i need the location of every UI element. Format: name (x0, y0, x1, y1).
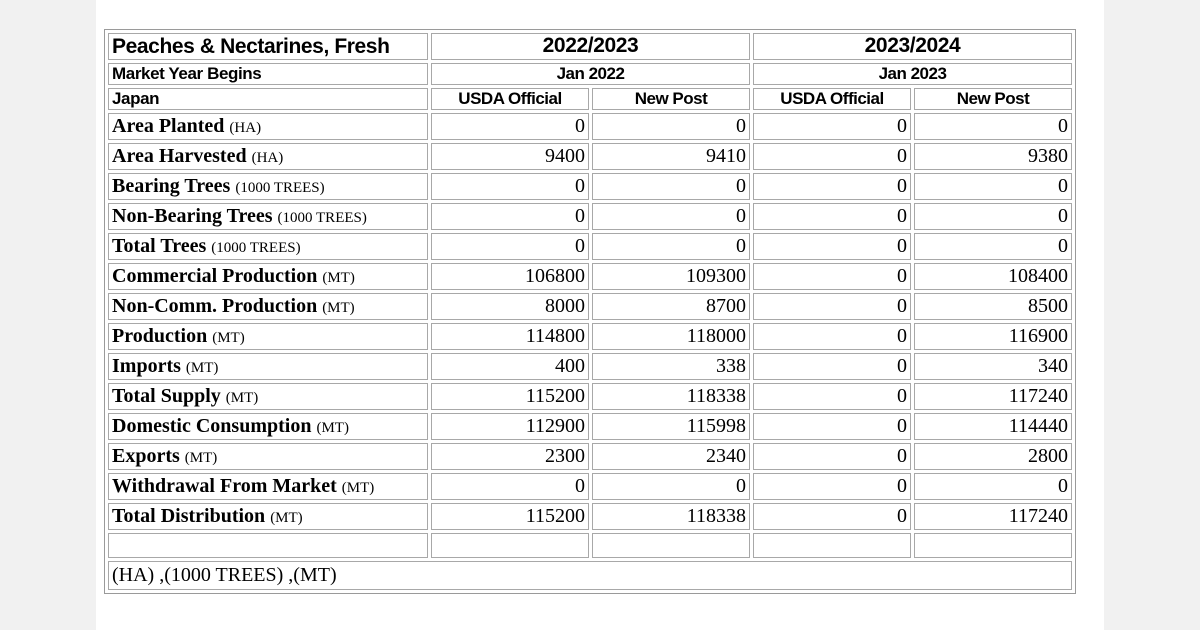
row-label (108, 143, 428, 170)
table-cell: 115200 (431, 383, 589, 410)
column-header-usda-official-2: USDA Official (753, 88, 911, 110)
row-label (108, 323, 428, 350)
table-cell: 109300 (592, 263, 750, 290)
table-row (108, 353, 1072, 380)
units-footnote: (HA) ,(1000 TREES) ,(MT) (108, 561, 1072, 590)
table-cell: 0 (753, 293, 911, 320)
table-cell: 114440 (914, 413, 1072, 440)
footnote-row (108, 561, 1072, 590)
column-header-usda-official-1: USDA Official (431, 88, 589, 110)
row-label (108, 503, 428, 530)
table-cell: 8700 (592, 293, 750, 320)
row-name: Total Trees (112, 235, 207, 257)
row-unit: (MT) (322, 270, 355, 286)
header-row-columns (108, 88, 1072, 110)
table-cell: 0 (753, 503, 911, 530)
table-cell: 9400 (431, 143, 589, 170)
row-name: Non-Comm. Production (112, 295, 318, 317)
table-row (108, 113, 1072, 140)
row-label (108, 413, 428, 440)
empty-cell (108, 533, 428, 558)
table-row (108, 383, 1072, 410)
row-unit: (MT) (341, 480, 375, 496)
table-cell: 115998 (592, 413, 750, 440)
row-name: Commercial Production (112, 265, 318, 287)
row-unit: (MT) (322, 300, 355, 316)
table-cell: 0 (753, 173, 911, 200)
row-label (108, 263, 428, 290)
table-cell: 117240 (914, 503, 1072, 530)
table-cell: 0 (753, 113, 911, 140)
row-unit: (MT) (185, 360, 219, 376)
row-name: Domestic Consumption (112, 415, 312, 437)
row-unit: (HA) (229, 120, 262, 136)
table-cell: 118338 (592, 383, 750, 410)
row-unit: (1000 TREES) (211, 240, 301, 256)
table-cell: 0 (753, 383, 911, 410)
table-cell: 8000 (431, 293, 589, 320)
row-name: Non-Bearing Trees (112, 205, 273, 227)
row-unit: (1000 TREES) (235, 180, 325, 196)
table-cell: 340 (914, 353, 1072, 380)
table-cell: 115200 (431, 503, 589, 530)
table-cell: 0 (592, 173, 750, 200)
empty-row (108, 533, 1072, 558)
table-cell: 0 (914, 473, 1072, 500)
row-name: Total Supply (112, 385, 221, 407)
year-begins-2: Jan 2023 (753, 63, 1072, 85)
row-unit: (HA) (251, 150, 284, 166)
country-label: Japan (108, 88, 428, 110)
table-cell: 9380 (914, 143, 1072, 170)
market-year-label: Market Year Begins (108, 63, 428, 85)
table-cell: 0 (592, 233, 750, 260)
table-cell: 0 (431, 173, 589, 200)
row-label (108, 443, 428, 470)
row-unit: (MT) (212, 330, 245, 346)
table-cell: 0 (753, 353, 911, 380)
table-cell: 0 (914, 233, 1072, 260)
row-name: Imports (112, 355, 181, 377)
row-unit: (1000 TREES) (277, 210, 367, 226)
table-cell: 112900 (431, 413, 589, 440)
column-header-new-post-2: New Post (914, 88, 1072, 110)
row-name: Total Distribution (112, 505, 266, 527)
row-label (108, 473, 428, 500)
row-unit: (MT) (316, 420, 349, 436)
table-cell: 2300 (431, 443, 589, 470)
row-name: Area Planted (112, 115, 225, 137)
empty-cell (431, 533, 589, 558)
table-cell: 0 (592, 203, 750, 230)
header-row-title (108, 33, 1072, 60)
table-row (108, 503, 1072, 530)
table-cell: 0 (431, 233, 589, 260)
table-row (108, 233, 1072, 260)
table-cell: 0 (592, 113, 750, 140)
table-cell: 0 (914, 113, 1072, 140)
table-cell: 0 (753, 233, 911, 260)
row-label (108, 293, 428, 320)
table-cell: 400 (431, 353, 589, 380)
table-cell: 108400 (914, 263, 1072, 290)
table-cell: 117240 (914, 383, 1072, 410)
row-unit: (MT) (270, 510, 303, 526)
row-label (108, 113, 428, 140)
table-cell: 8500 (914, 293, 1072, 320)
table-cell: 116900 (914, 323, 1072, 350)
header-row-market-year (108, 63, 1072, 85)
table-row (108, 263, 1072, 290)
table-cell: 0 (592, 473, 750, 500)
table-cell: 0 (753, 323, 911, 350)
table-cell: 0 (753, 413, 911, 440)
table-cell: 0 (914, 203, 1072, 230)
psd-table (104, 29, 1076, 594)
table-cell: 114800 (431, 323, 589, 350)
table-cell: 0 (914, 173, 1072, 200)
table-cell: 0 (431, 113, 589, 140)
table-cell: 0 (431, 203, 589, 230)
table-cell: 0 (753, 263, 911, 290)
row-label (108, 203, 428, 230)
column-header-new-post-1: New Post (592, 88, 750, 110)
table-row (108, 173, 1072, 200)
year-begins-1: Jan 2022 (431, 63, 750, 85)
table-row (108, 473, 1072, 500)
row-label (108, 383, 428, 410)
table-cell: 2340 (592, 443, 750, 470)
row-label (108, 233, 428, 260)
table-row (108, 293, 1072, 320)
row-name: Production (112, 325, 208, 347)
table-cell: 118338 (592, 503, 750, 530)
table-cell: 338 (592, 353, 750, 380)
row-name: Area Harvested (112, 145, 247, 167)
row-unit: (MT) (225, 390, 259, 406)
table-cell: 106800 (431, 263, 589, 290)
table-row (108, 203, 1072, 230)
table-row (108, 143, 1072, 170)
row-label (108, 353, 428, 380)
table-row (108, 323, 1072, 350)
empty-cell (592, 533, 750, 558)
table-cell: 0 (753, 473, 911, 500)
row-name: Exports (112, 445, 180, 467)
table-cell: 0 (753, 143, 911, 170)
document-page (96, 0, 1104, 630)
empty-cell (753, 533, 911, 558)
table-cell: 0 (431, 473, 589, 500)
table-cell: 118000 (592, 323, 750, 350)
table-cell: 9410 (592, 143, 750, 170)
table-cell: 2800 (914, 443, 1072, 470)
table-row (108, 443, 1072, 470)
commodity-title: Peaches & Nectarines, Fresh (108, 33, 428, 60)
row-name: Withdrawal From Market (112, 475, 337, 497)
empty-cell (914, 533, 1072, 558)
year-header-2: 2023/2024 (753, 33, 1072, 60)
table-cell: 0 (753, 203, 911, 230)
table-cell: 0 (753, 443, 911, 470)
row-label (108, 173, 428, 200)
row-name: Bearing Trees (112, 175, 231, 197)
year-header-1: 2022/2023 (431, 33, 750, 60)
table-row (108, 413, 1072, 440)
row-unit: (MT) (184, 450, 218, 466)
